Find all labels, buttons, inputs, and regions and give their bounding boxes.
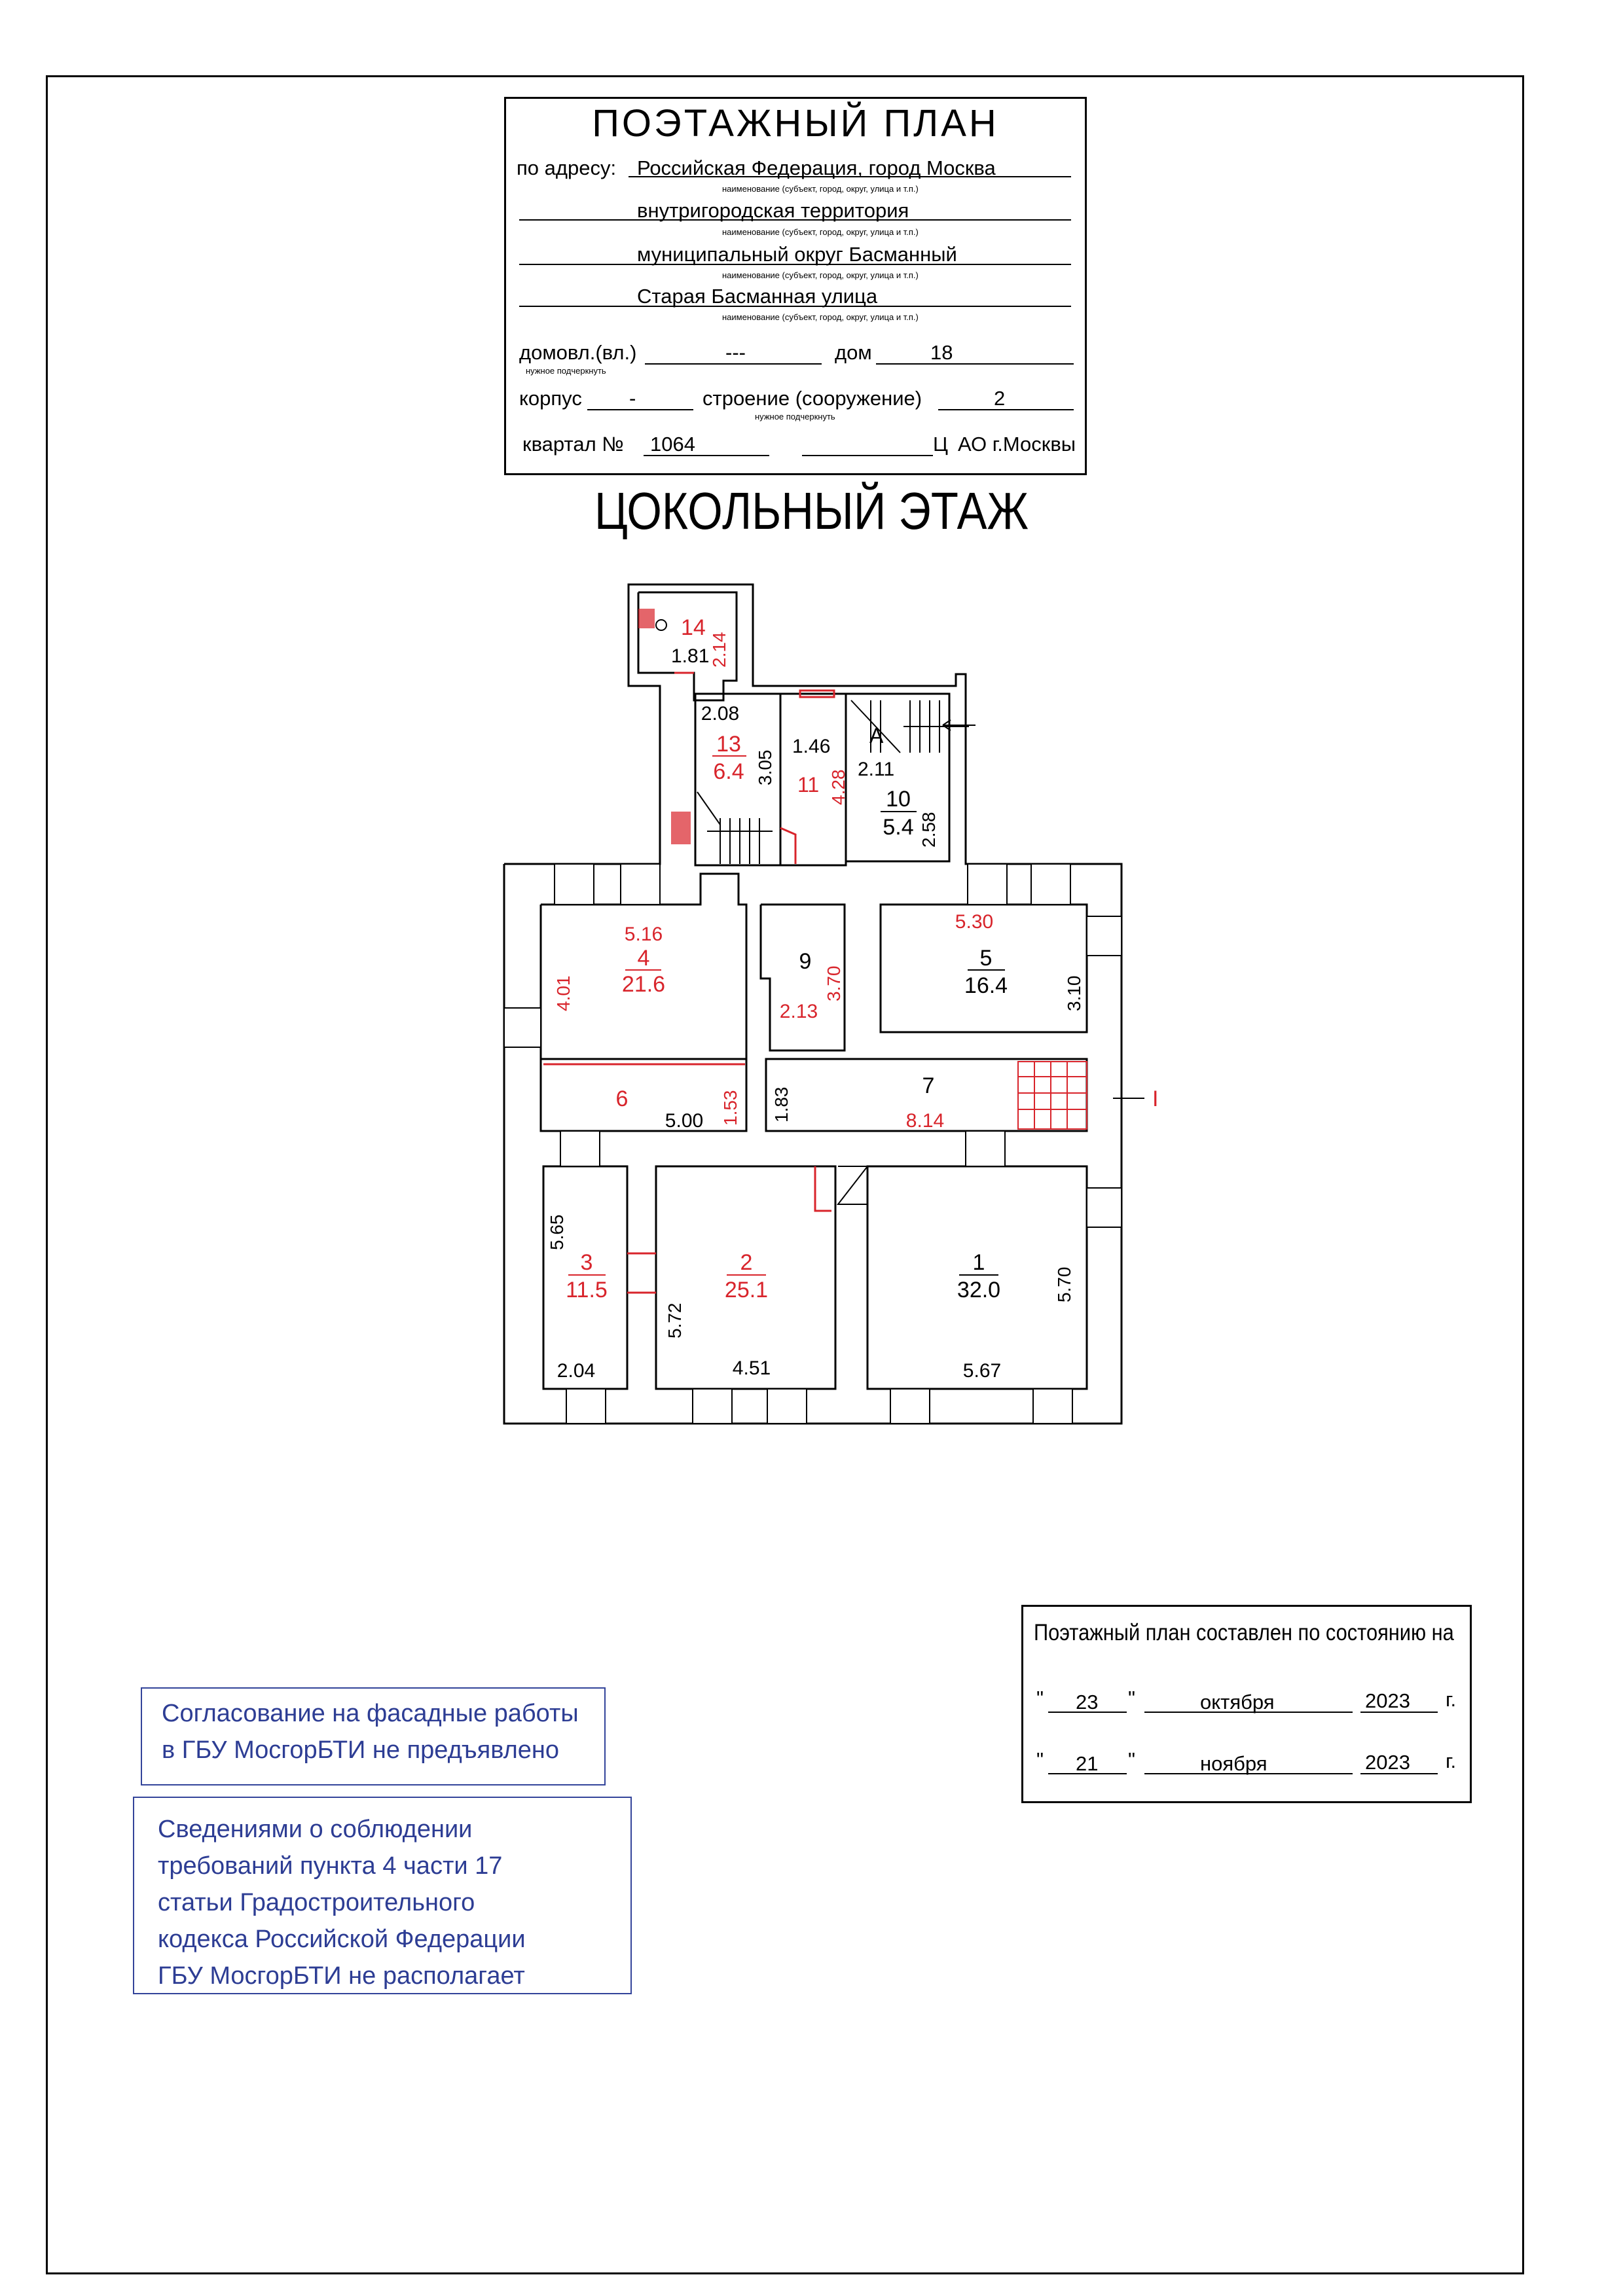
room-3-area: 11.5	[566, 1278, 608, 1302]
room-14-dim-a: 1.81	[671, 645, 710, 667]
address-line-4: Старая Басманная улица	[637, 285, 878, 308]
room-6-dim-a: 5.00	[665, 1110, 704, 1132]
room-2-dim-b: 4.51	[732, 1357, 771, 1379]
dom-label: дом	[835, 341, 872, 364]
room-3-number: 3	[580, 1250, 593, 1275]
room-4-number: 4	[637, 946, 650, 971]
room-13-area: 6.4	[713, 759, 744, 784]
room-5-dim-b: 3.10	[1064, 975, 1084, 1011]
room-6-dim-b: 1.53	[720, 1090, 740, 1126]
date-2-year: 2023	[1365, 1751, 1410, 1774]
room-13-number: 13	[716, 732, 741, 757]
stamp-title: ПОЭТАЖНЫЙ ПЛАН	[592, 102, 999, 145]
address-label: по адресу:	[517, 156, 617, 179]
room-2-area: 25.1	[724, 1278, 769, 1302]
room-13-dim-b: 3.05	[755, 749, 775, 785]
facade-note-line-1: Согласование на фасадные работы	[162, 1700, 579, 1727]
requirements-note-line-4: кодекса Российской Федерации	[158, 1926, 526, 1953]
korpus-value: -	[629, 387, 636, 410]
red-marks	[543, 673, 834, 1293]
requirements-note-line-1: Сведениями о соблюдении	[158, 1816, 473, 1843]
section-mark: I	[1152, 1086, 1159, 1111]
room-7-dim-b: 1.83	[771, 1086, 792, 1122]
room-7-dim-a: 8.14	[905, 1110, 945, 1132]
room-14-number: 14	[681, 615, 706, 640]
kvartal-value: 1064	[650, 433, 695, 456]
room-11-number: 11	[797, 773, 820, 797]
date-2-suffix: г.	[1446, 1749, 1457, 1772]
naming-hint-4: наименование (субъект, город, округ, улица и т.п.)	[722, 312, 919, 322]
room-11-dim-a: 1.46	[792, 736, 831, 757]
room-5-number: 5	[979, 946, 993, 971]
ao-value: Ц	[933, 433, 948, 456]
room-5-dim-a: 5.30	[955, 911, 994, 933]
room-6-number: 6	[615, 1086, 629, 1111]
room-1-dim-a: 5.70	[1054, 1266, 1074, 1302]
date-2-month: ноября	[1200, 1752, 1267, 1775]
hatched-chimneys	[638, 609, 691, 844]
naming-hint-2: наименование (субъект, город, округ, улица и т.п.)	[722, 227, 919, 237]
stroenie-value: 2	[994, 387, 1006, 410]
needed-hint-2: нужное подчеркнуть	[755, 412, 835, 422]
date-1-year: 2023	[1365, 1689, 1410, 1712]
room-10-area: 5.4	[883, 815, 914, 840]
room-10-dim-b: 2.58	[919, 812, 939, 848]
room-1-area: 32.0	[957, 1278, 1001, 1302]
date-box: Поэтажный план составлен по состоянию на " 23 " октября 2023 г. " 21 " ноября 2023 г.	[1021, 1605, 1472, 1803]
room-11-dim-b: 4.28	[828, 769, 848, 805]
dom-value: 18	[930, 341, 953, 364]
needed-hint-1: нужное подчеркнуть	[526, 366, 606, 376]
room-2-dim-a: 5.72	[665, 1302, 685, 1338]
ao-label: АО г.Москвы	[958, 433, 1076, 456]
room-3-dim-b: 2.04	[556, 1360, 596, 1382]
room-4-dim-a: 5.16	[624, 924, 663, 945]
date-2-day: 21	[1076, 1752, 1099, 1775]
floor-title: ЦОКОЛЬНЫЙ ЭТАЖ	[594, 482, 1029, 540]
requirements-note-line-2: требований пункта 4 части 17	[158, 1852, 503, 1880]
naming-hint-1: наименование (субъект, город, округ, улица и т.п.)	[722, 184, 919, 194]
room-7-number: 7	[922, 1073, 935, 1098]
address-line-1: Российская Федерация, город Москва	[637, 156, 996, 179]
room-10-number: 10	[886, 787, 911, 812]
room-5-area: 16.4	[964, 973, 1008, 998]
facade-note	[141, 1687, 606, 1785]
requirements-note-line-3: статьи Градостроительного	[158, 1889, 475, 1916]
room-1-number: 1	[972, 1250, 985, 1275]
room-9-dim-b: 3.70	[824, 965, 844, 1001]
stroenie-label: строение (сооружение)	[702, 387, 922, 410]
room-9-dim-a: 2.13	[779, 1001, 818, 1022]
windows	[504, 864, 1122, 1424]
requirements-note-line-5: ГБУ МосгорБТИ не располагает	[158, 1962, 525, 1990]
entry-arrows	[943, 720, 1144, 1098]
requirements-note	[133, 1797, 632, 1994]
address-line-2: внутригородская территория	[637, 199, 909, 222]
korpus-label: корпус	[519, 387, 582, 410]
facade-note-line-2: в ГБУ МосгорБТИ не предъявлено	[162, 1736, 559, 1764]
grille	[1018, 1062, 1087, 1129]
room-9-number: 9	[799, 949, 812, 974]
room-3-dim-a: 5.65	[547, 1214, 567, 1250]
domovl-value: ---	[725, 341, 746, 364]
domovl-label: домовл.(вл.)	[519, 341, 637, 364]
naming-hint-3: наименование (субъект, город, округ, улица и т.п.)	[722, 270, 919, 280]
date-1-day: 23	[1076, 1691, 1099, 1713]
stair-mark: А	[869, 724, 884, 747]
date-1-month: октября	[1200, 1691, 1275, 1713]
room-14-dim-b: 2.14	[709, 632, 729, 668]
date-box-header: Поэтажный план составлен по состоянию на	[1034, 1620, 1454, 1645]
kvartal-label: квартал №	[522, 433, 624, 456]
room-1-dim-b: 5.67	[962, 1360, 1002, 1382]
address-line-3: муниципальный округ Басманный	[637, 243, 957, 266]
room-10-dim-a: 2.11	[858, 759, 895, 780]
room-2-number: 2	[740, 1250, 753, 1275]
room-4-dim-b: 4.01	[553, 975, 574, 1011]
date-1-suffix: г.	[1446, 1688, 1457, 1711]
room-13-dim-a: 2.08	[701, 703, 740, 725]
room-4-area: 21.6	[621, 972, 666, 997]
